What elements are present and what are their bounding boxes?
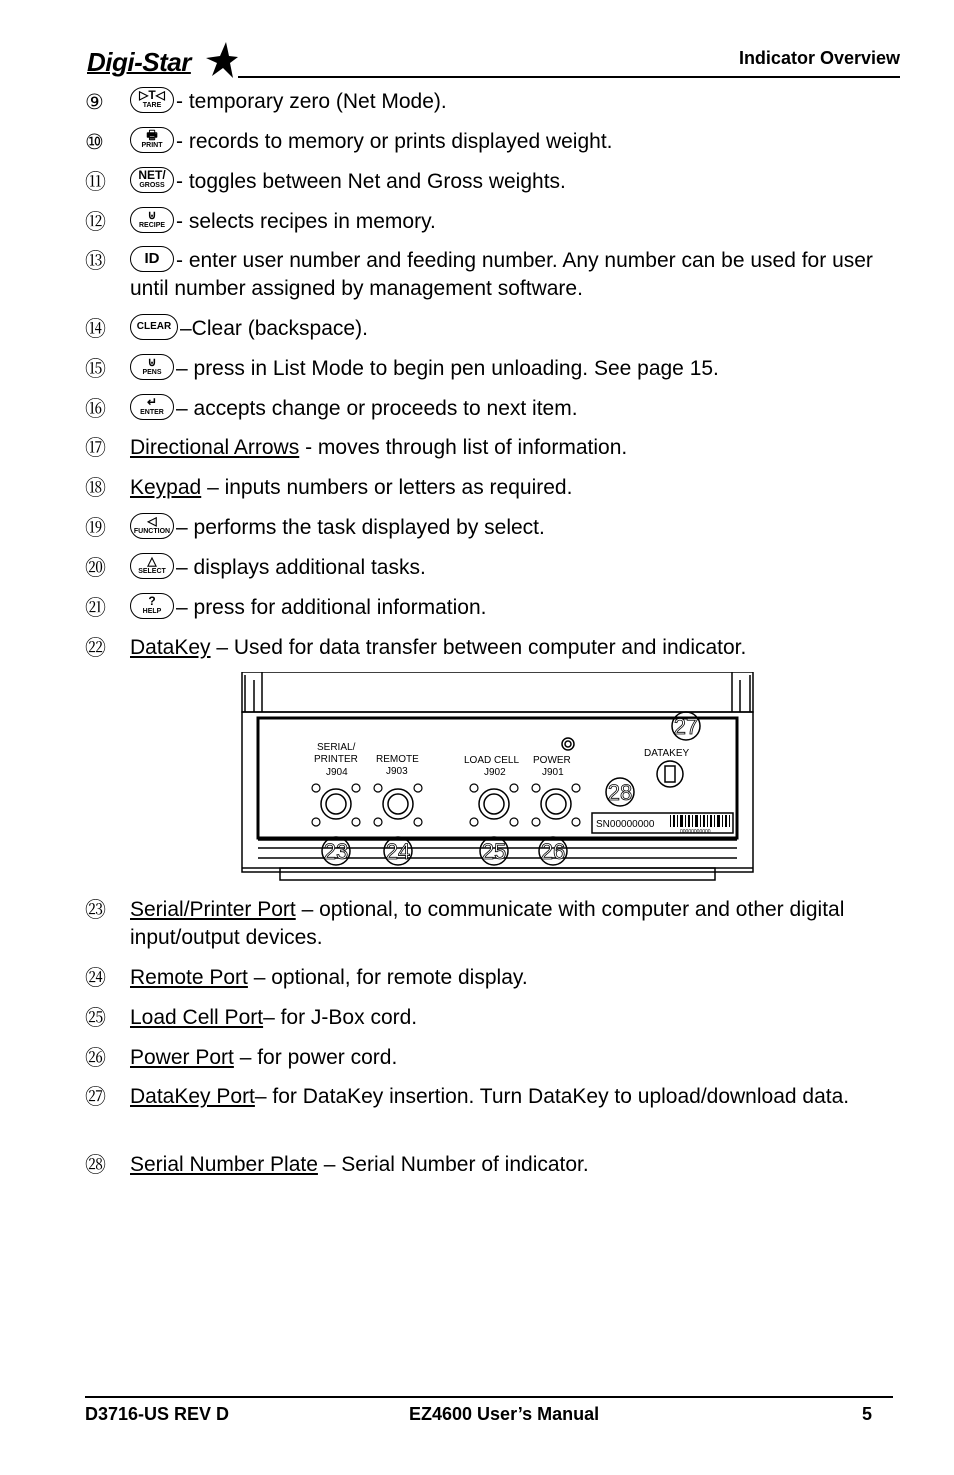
svg-text:J902: J902 (484, 767, 506, 778)
item-label: Serial Number Plate (130, 1153, 318, 1176)
item-description (130, 1083, 910, 1111)
item-number: ⑮ (85, 357, 106, 381)
svg-text:J903: J903 (386, 766, 408, 777)
svg-text:23: 23 (323, 839, 349, 864)
item-text: – accepts change or proceeds to next item. (176, 397, 578, 420)
item-description (130, 128, 910, 156)
item-text: – Serial Number of indicator. (317, 1153, 589, 1176)
key-glyph: ↵ (146, 395, 158, 410)
key-icon (130, 394, 174, 420)
item-description (130, 896, 910, 952)
item-number: ㉕ (85, 1006, 106, 1030)
item-description (130, 395, 910, 423)
item-label: DataKey Port (130, 1085, 255, 1108)
svg-text:24: 24 (385, 839, 411, 864)
key-glyph: CLEAR (136, 321, 172, 333)
item-text: – Used for data transfer between computer and indicator. (210, 636, 747, 659)
document-number: D3716-US REV D (85, 1404, 230, 1424)
item-text: – optional, to communicate with computer and other digital input/output devices. (130, 898, 845, 949)
svg-text:LOAD CELL: LOAD CELL (464, 755, 520, 766)
svg-text:J904: J904 (326, 767, 348, 778)
svg-text:00000000000: 00000000000 (680, 829, 711, 835)
key-icon (130, 127, 174, 153)
item-number: ⑯ (85, 397, 106, 421)
item-number: ⑭ (85, 317, 106, 341)
item-number: ⑲ (85, 516, 106, 540)
item-number: ⑨ (85, 90, 104, 114)
svg-text:SN00000000: SN00000000 (596, 819, 655, 830)
svg-text:26: 26 (540, 839, 566, 864)
item-number: ㉘ (85, 1153, 106, 1177)
indicator-rear-panel-diagram (240, 672, 755, 884)
item-text: - temporary zero (Net Mode). (176, 90, 447, 113)
item-text: – press for additional information. (176, 596, 487, 619)
footer-rule (85, 1396, 893, 1398)
item-description (130, 168, 910, 196)
item-description (130, 1004, 910, 1032)
key-glyph: ▷T◁ (139, 88, 165, 103)
key-caption: GROSS (139, 182, 165, 190)
item-description (130, 1151, 910, 1179)
item-description (130, 514, 910, 542)
item-text: – inputs numbers or letters as required. (201, 476, 573, 499)
item-text: - moves through list of information. (299, 436, 628, 459)
item-label: Power Port (130, 1046, 234, 1069)
item-text: – displays additional tasks. (176, 556, 426, 579)
item-number: ⑩ (85, 130, 104, 154)
page-number: 5 (862, 1404, 873, 1424)
item-text: – for J-Box cord. (263, 1006, 418, 1029)
item-label: Directional Arrows (130, 436, 300, 459)
svg-text:25: 25 (481, 839, 507, 864)
item-description (130, 594, 910, 622)
item-description (130, 315, 910, 343)
item-description (130, 355, 910, 383)
svg-text:J901: J901 (542, 767, 564, 778)
key-caption: FUNCTION (133, 528, 171, 536)
key-icon (130, 167, 174, 193)
item-label: DataKey (130, 636, 211, 659)
svg-text:28: 28 (607, 780, 633, 805)
key-icon (130, 314, 178, 340)
manual-title: EZ4600 User’s Manual (409, 1404, 600, 1424)
item-number: ⑳ (85, 556, 106, 580)
key-caption: ENTER (140, 409, 164, 417)
item-number: ⑰ (85, 436, 106, 460)
item-number: ㉖ (85, 1046, 106, 1070)
svg-text:DATAKEY: DATAKEY (644, 748, 690, 759)
svg-text:27: 27 (673, 714, 699, 739)
header-rule (238, 76, 900, 78)
item-description (130, 554, 910, 582)
svg-text:REMOTE: REMOTE (376, 754, 419, 765)
star-icon (198, 40, 238, 80)
item-number: ㉔ (85, 966, 106, 990)
item-number: ㉗ (85, 1085, 106, 1109)
item-text: - selects recipes in memory. (176, 210, 436, 233)
digi-star-logo: Digi-Star (87, 47, 191, 77)
svg-text:POWER: POWER (533, 755, 571, 766)
item-number: ⑬ (85, 249, 106, 273)
key-icon (130, 553, 174, 579)
item-text: – press in List Mode to begin pen unloading. See page 15. (176, 357, 719, 380)
item-label: Keypad (130, 476, 202, 499)
key-icon (130, 593, 174, 619)
key-icon (130, 87, 174, 113)
key-glyph: NET/ (138, 168, 166, 183)
key-caption: RECIPE (138, 222, 166, 230)
key-caption: PENS (142, 369, 162, 377)
item-description (130, 1044, 910, 1072)
item-text: – optional, for remote display. (247, 966, 528, 989)
section-title: Indicator Overview (738, 48, 900, 68)
item-number: ㉒ (85, 636, 106, 660)
item-text: - enter user number and feeding number. Any number can be used for user until number assigned by management software. (130, 249, 873, 300)
item-description (130, 208, 910, 236)
item-number: ㉓ (85, 898, 106, 922)
key-glyph: △ (147, 554, 157, 569)
item-description (130, 964, 910, 992)
key-caption: PRINT (141, 142, 163, 150)
key-glyph: ◁ (147, 514, 157, 529)
item-description (130, 634, 910, 662)
key-glyph: ID (144, 250, 160, 268)
item-number: ⑪ (85, 170, 106, 194)
key-glyph: ? (148, 594, 156, 609)
item-description (130, 474, 910, 502)
item-text: –Clear (backspace). (180, 317, 368, 340)
key-icon (130, 207, 174, 233)
item-number: ⑫ (85, 210, 106, 234)
item-description (130, 434, 910, 462)
item-text: – for power cord. (233, 1046, 398, 1069)
key-glyph: 🖶 (146, 128, 158, 143)
key-icon (130, 513, 174, 539)
key-caption: SELECT (138, 568, 166, 576)
item-number: ⑱ (85, 476, 106, 500)
item-text: - records to memory or prints displayed weight. (176, 130, 613, 153)
item-description (130, 88, 910, 116)
item-text: - toggles between Net and Gross weights. (176, 170, 566, 193)
item-text: – performs the task displayed by select. (176, 516, 545, 539)
svg-text:PRINTER: PRINTER (314, 754, 358, 765)
item-label: Load Cell Port (130, 1006, 264, 1029)
item-description (130, 247, 910, 303)
key-glyph: ⊍ (147, 208, 157, 223)
key-caption: TARE (142, 102, 162, 110)
item-label: Serial/Printer Port (130, 898, 296, 921)
key-glyph: ⊍ (147, 355, 157, 370)
key-caption: HELP (142, 608, 162, 616)
item-label: Remote Port (130, 966, 248, 989)
item-number: ㉑ (85, 596, 106, 620)
item-text: – for DataKey insertion. Turn DataKey to upload/download data. (254, 1085, 850, 1108)
key-icon (130, 246, 174, 272)
key-icon (130, 354, 174, 380)
svg-text:SERIAL/: SERIAL/ (317, 742, 356, 753)
